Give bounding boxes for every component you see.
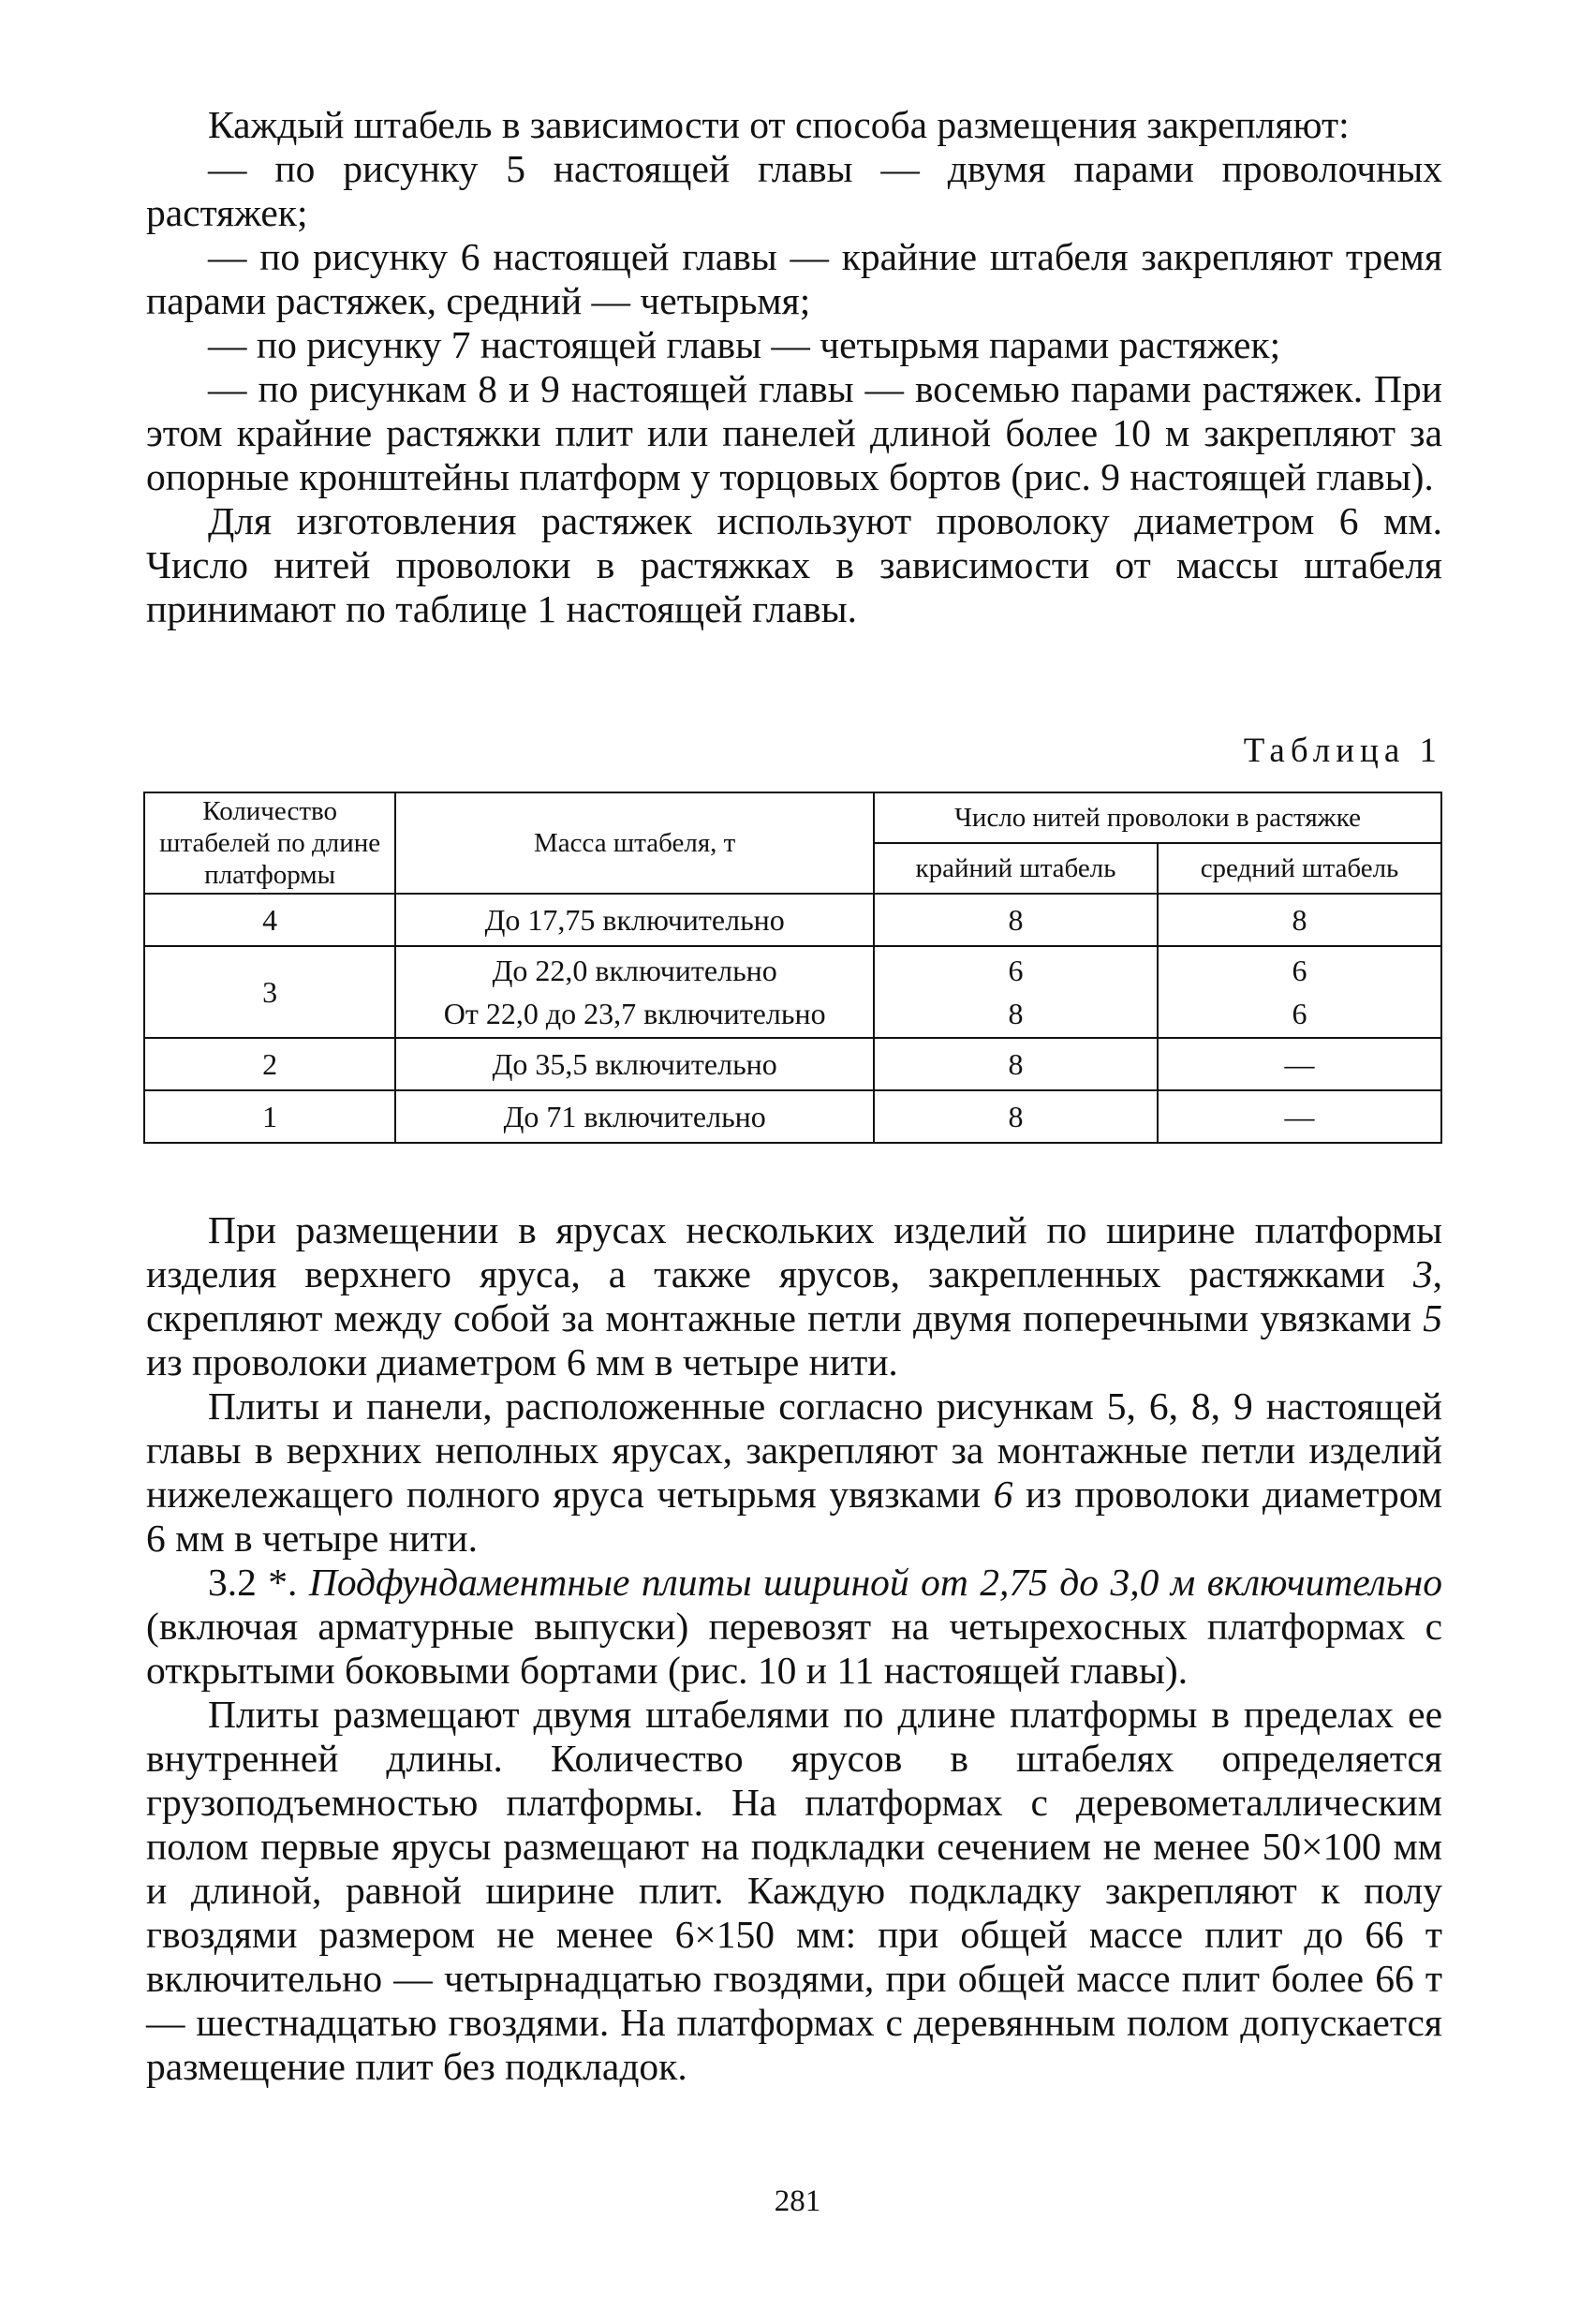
cell-mass-line: От 22,0 до 23,7 включительно <box>443 997 826 1030</box>
paragraph: Плиты размещают двумя штабелями по длине платформы в пределах ее внутренней длины. Количество ярусов в штабелях определяется грузоподъемностью платформы. На платформах с деревометаллическим полом первые ярусы размещают на подкладки сечением не менее 50×100 мм и длиной, равной ширине плит. Каждую подкладку закрепляют к полу гвоздями размером не менее 6×150 мм: при общей массе плит до 66 т включительно — четырнадцатью гвоздями, при общей массе плит более 66 т — шестнадцатью гвоздями. На платформах с деревянным полом допускается размещение плит без подкладок. <box>146 1693 1442 2088</box>
text-run: из проволоки диаметром 6 мм в четыре нити. <box>146 1473 1442 1560</box>
cell-count: 4 <box>144 894 395 946</box>
paragraph: Каждый штабель в зависимости от способа размещения закрепляют: <box>208 103 1350 146</box>
table-row <box>144 894 1441 946</box>
paragraph: — по рисункам 8 и 9 настоящей главы — восемью парами растяжек. При этом крайние растяжки плит или панелей длиной более 10 м закрепляют за опорные кронштейны платформ у торцовых бортов (рис. 9 настоящей главы). <box>146 367 1442 498</box>
table-row <box>144 1038 1441 1090</box>
header-middle-stack: средний штабель <box>1158 843 1441 894</box>
text-run: (включая арматурные выпуски) перевозят на четырехосных платформах с открытыми боковыми бортами (рис. 10 и 11 настоящей главы). <box>146 1605 1442 1692</box>
header-stack-mass: Масса штабеля, т <box>395 792 874 894</box>
cell-count: 1 <box>144 1090 395 1143</box>
page-number: 281 <box>774 2184 821 2218</box>
cell-middle: — <box>1158 1038 1441 1090</box>
cell-outer-line: 8 <box>1008 997 1024 1030</box>
header-wire-threads: Число нитей проволоки в растяжке <box>874 792 1441 843</box>
section-title: Подфундаментные плиты шириной от 2,75 до 3,0 м включительно <box>308 1561 1443 1604</box>
cell-mass: До 35,5 включительно <box>395 1038 874 1090</box>
table-caption: Таблица 1 <box>1243 732 1442 770</box>
reference-number: 3 <box>1412 1252 1433 1295</box>
paragraph: — по рисунку 6 настоящей главы — крайние штабеля закрепляют тремя парами растяжек, средний — четырьмя; <box>146 235 1442 322</box>
text-block-bottom <box>146 1208 1442 2089</box>
cell-outer: 8 <box>874 1090 1158 1143</box>
paragraph: Для изготовления растяжек используют проволоку диаметром 6 мм. Число нитей проволоки в растяжках в зависимости от массы штабеля принимают по таблице 1 настоящей главы. <box>146 499 1442 630</box>
cell-mass: До 71 включительно <box>395 1090 874 1143</box>
text-block-top <box>146 103 1442 631</box>
cell-middle: — <box>1158 1090 1441 1143</box>
text-run: При размещении в ярусах нескольких изделий по ширине платформы изделия верхнего яруса, а также ярусов, закрепленных растяжками <box>146 1208 1442 1295</box>
text-run: из проволоки диаметром 6 мм в четыре нити. <box>146 1340 898 1384</box>
cell-outer: 8 <box>874 894 1158 946</box>
table-row <box>144 946 1441 1038</box>
section-number: 3.2 *. <box>208 1561 309 1604</box>
data-table <box>143 792 1442 1144</box>
cell-mass-line: До 22,0 включительно <box>492 954 777 987</box>
cell-outer: 8 <box>874 1038 1158 1090</box>
cell-middle <box>1158 946 1441 1038</box>
paragraph <box>146 1561 1442 1693</box>
cell-outer-line: 6 <box>1008 954 1024 987</box>
cell-middle: 8 <box>1158 894 1441 946</box>
reference-number: 6 <box>993 1473 1013 1516</box>
cell-count: 3 <box>144 946 395 1038</box>
cell-count: 2 <box>144 1038 395 1090</box>
text-run: Плиты и панели, расположенные согласно рисункам 5, 6, 8, 9 настоящей главы в верхних неполных ярусах, закрепляют за монтажные петли изделий нижележащего полного яруса четырьмя увязками <box>146 1384 1442 1516</box>
paragraph <box>146 1208 1442 1384</box>
cell-mass <box>395 946 874 1038</box>
cell-middle-line: 6 <box>1292 954 1307 987</box>
header-outer-stack: крайний штабель <box>874 843 1158 894</box>
cell-middle-line: 6 <box>1292 997 1307 1030</box>
header-stack-count: Количество штабелей по длине платформы <box>144 792 395 894</box>
cell-mass: До 17,75 включительно <box>395 894 874 946</box>
cell-outer <box>874 946 1158 1038</box>
table-row <box>144 1090 1441 1143</box>
paragraph: — по рисунку 7 настоящей главы — четырьмя парами растяжек; <box>208 323 1281 366</box>
text-run: , скрепляют между собой за монтажные петли двумя поперечными увязками <box>146 1252 1442 1340</box>
table-container <box>143 792 1442 1144</box>
paragraph: — по рисунку 5 настоящей главы — двумя парами проволочных растяжек; <box>146 147 1442 234</box>
paragraph <box>146 1384 1442 1561</box>
reference-number: 5 <box>1423 1296 1442 1340</box>
